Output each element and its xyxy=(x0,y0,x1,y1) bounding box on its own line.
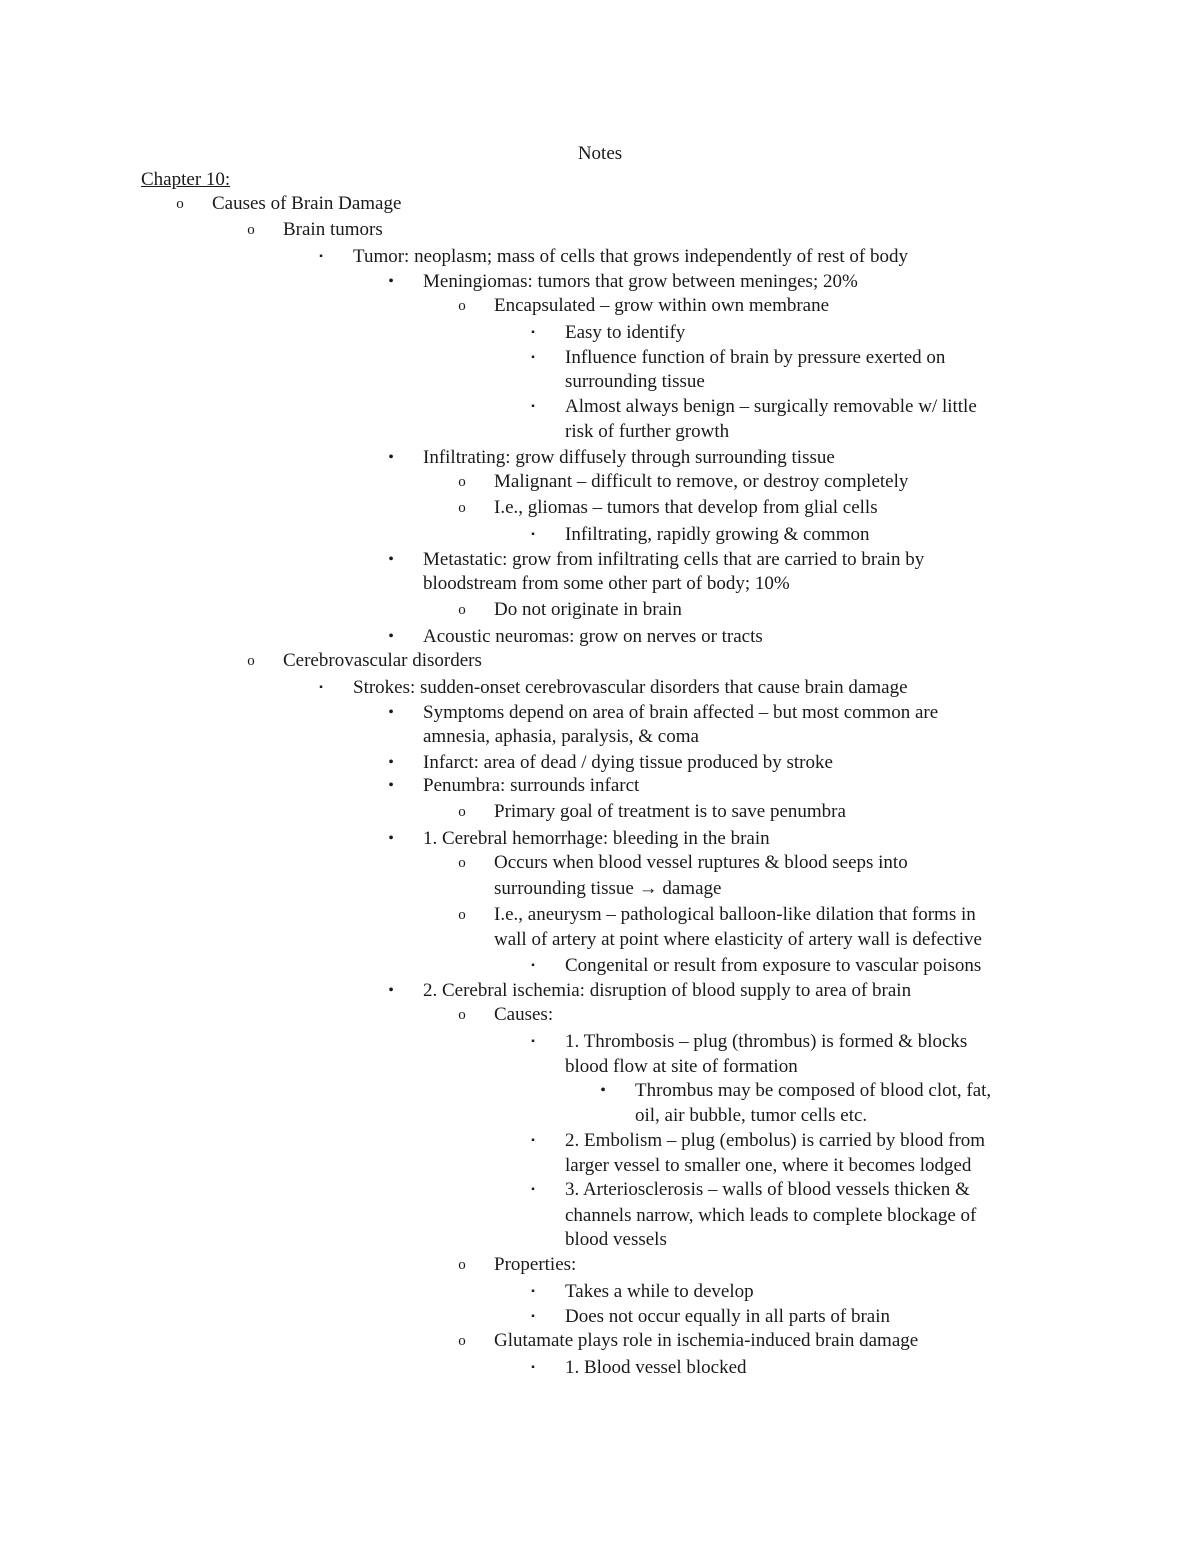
outline-item-text: Cerebrovascular disorders xyxy=(283,650,482,671)
list-bullet-icon: ▪ xyxy=(531,1135,535,1146)
list-bullet-icon: o xyxy=(458,1007,466,1023)
outline-item-text: Does not occur equally in all parts of brain xyxy=(565,1306,891,1327)
outline-item-text: wall of artery at point where elasticity of artery wall is defective xyxy=(494,929,982,950)
outline-item-text: Infiltrating: grow diffusely through surrounding tissue xyxy=(423,447,835,468)
list-bullet-icon: • xyxy=(388,830,394,847)
list-bullet-icon: o xyxy=(458,500,466,516)
outline-item-text: I.e., gliomas – tumors that develop from glial cells xyxy=(494,497,878,518)
outline-item-text: Primary goal of treatment is to save penumbra xyxy=(494,801,846,822)
outline-item-text: Penumbra: surrounds infarct xyxy=(423,775,640,796)
list-bullet-icon: ▪ xyxy=(531,352,535,363)
list-bullet-icon: ▪ xyxy=(531,1362,535,1373)
outline-item-text: Congenital or result from exposure to vascular poisons xyxy=(565,955,982,976)
list-bullet-icon: ▪ xyxy=(531,401,535,412)
list-bullet-icon: o xyxy=(458,804,466,820)
outline-item-text: Strokes: sudden-onset cerebrovascular disorders that cause brain damage xyxy=(353,677,908,698)
list-bullet-icon: o xyxy=(458,298,466,314)
list-bullet-icon: • xyxy=(388,551,394,568)
outline-item-text: 2. Embolism – plug (embolus) is carried by blood from xyxy=(565,1130,986,1151)
outline-item-text: Metastatic: grow from infiltrating cells that are carried to brain by xyxy=(423,549,925,570)
list-bullet-icon: o xyxy=(458,907,466,923)
outline-item-text: 1. Thrombosis – plug (thrombus) is formed & blocks xyxy=(565,1031,968,1052)
outline-item-text: Encapsulated – grow within own membrane xyxy=(494,295,830,316)
list-bullet-icon: ▪ xyxy=(319,682,323,693)
outline-item-text: Occurs when blood vessel ruptures & blood seeps into xyxy=(494,852,908,873)
list-bullet-icon: • xyxy=(388,754,394,771)
list-bullet-icon: o xyxy=(458,602,466,618)
outline-item-text: Thrombus may be composed of blood clot, fat, xyxy=(635,1080,992,1101)
outline-item-text: Meningiomas: tumors that grow between meninges; 20% xyxy=(423,271,858,292)
list-bullet-icon: o xyxy=(247,222,255,238)
outline-item-text: Tumor: neoplasm; mass of cells that grows independently of rest of body xyxy=(353,246,908,267)
list-bullet-icon: ▪ xyxy=(531,1184,535,1195)
list-bullet-icon: ▪ xyxy=(531,1286,535,1297)
outline-item-text: Causes of Brain Damage xyxy=(212,193,402,214)
list-bullet-icon: ▪ xyxy=(531,327,535,338)
outline-item-text: blood vessels xyxy=(565,1229,667,1250)
outline-item-text: Influence function of brain by pressure exerted on xyxy=(565,347,946,368)
outline-item-text: Symptoms depend on area of brain affected – but most common are xyxy=(423,702,939,723)
outline-item-text: surrounding tissue → damage xyxy=(494,878,722,899)
page-title: Notes xyxy=(577,143,623,164)
list-bullet-icon: o xyxy=(458,855,466,871)
outline-item-text: amnesia, aphasia, paralysis, & coma xyxy=(423,726,699,747)
outline-item-text: Causes: xyxy=(494,1004,554,1025)
outline-item-text: 2. Cerebral ischemia: disruption of blood supply to area of brain xyxy=(423,980,912,1001)
list-bullet-icon: ▪ xyxy=(531,960,535,971)
list-bullet-icon: • xyxy=(388,628,394,645)
list-bullet-icon: o xyxy=(458,474,466,490)
outline-item-text: 1. Cerebral hemorrhage: bleeding in the brain xyxy=(423,828,770,849)
list-bullet-icon: • xyxy=(388,704,394,721)
chapter-heading: Chapter 10: xyxy=(141,169,231,190)
outline-item-text: Takes a while to develop xyxy=(565,1281,754,1302)
outline-item-text: Easy to identify xyxy=(565,322,686,343)
list-bullet-icon: ▪ xyxy=(531,1311,535,1322)
outline-item-text: bloodstream from some other part of body; 10% xyxy=(423,573,790,594)
outline-item-text: Glutamate plays role in ischemia-induced brain damage xyxy=(494,1330,919,1351)
outline-item-text: I.e., aneurysm – pathological balloon-like dilation that forms in xyxy=(494,904,976,925)
outline-item-text: 1. Blood vessel blocked xyxy=(565,1357,747,1378)
outline-item-text: Properties: xyxy=(494,1254,577,1275)
list-bullet-icon: ▪ xyxy=(531,1036,535,1047)
outline-item-text: Acoustic neuromas: grow on nerves or tracts xyxy=(423,626,763,647)
list-bullet-icon: • xyxy=(388,273,394,290)
list-bullet-icon: ▪ xyxy=(319,251,323,262)
outline-item-text: channels narrow, which leads to complete blockage of xyxy=(565,1205,977,1226)
outline-item-text: Malignant – difficult to remove, or destroy completely xyxy=(494,471,909,492)
list-bullet-icon: o xyxy=(458,1257,466,1273)
list-bullet-icon: o xyxy=(176,196,184,212)
outline-item-text: Infiltrating, rapidly growing & common xyxy=(565,524,870,545)
outline-item-text: Brain tumors xyxy=(283,219,383,240)
list-bullet-icon: • xyxy=(388,982,394,999)
outline-item-text: oil, air bubble, tumor cells etc. xyxy=(635,1105,868,1126)
outline-item-text: blood flow at site of formation xyxy=(565,1056,798,1077)
outline-item-text: risk of further growth xyxy=(565,421,730,442)
list-bullet-icon: • xyxy=(388,449,394,466)
outline-item-text: larger vessel to smaller one, where it becomes lodged xyxy=(565,1155,972,1176)
list-bullet-icon: o xyxy=(247,653,255,669)
list-bullet-icon: • xyxy=(600,1082,606,1099)
outline-item-text: Almost always benign – surgically removable w/ little xyxy=(565,396,977,417)
list-bullet-icon: • xyxy=(388,777,394,794)
outline-item-text: surrounding tissue xyxy=(565,371,705,392)
outline-item-text: Infarct: area of dead / dying tissue produced by stroke xyxy=(423,752,833,773)
outline-item-text: 3. Arteriosclerosis – walls of blood vessels thicken & xyxy=(565,1179,970,1200)
list-bullet-icon: ▪ xyxy=(531,529,535,540)
list-bullet-icon: o xyxy=(458,1333,466,1349)
outline-item-text: Do not originate in brain xyxy=(494,599,682,620)
